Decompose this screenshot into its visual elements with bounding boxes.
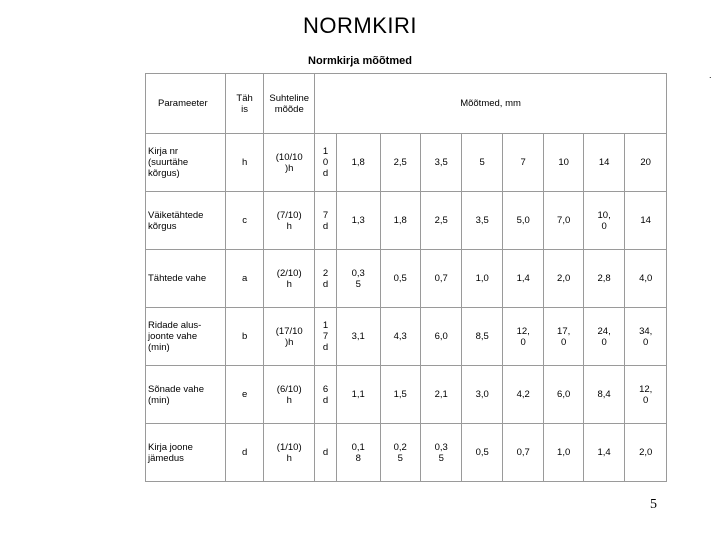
row-symbol: c — [225, 192, 263, 250]
row-relative: (6/10) h — [264, 366, 315, 424]
table-row — [146, 308, 667, 366]
row-value: 0,3 5 — [420, 424, 462, 482]
row-symbol: b — [225, 308, 263, 366]
table-row — [146, 366, 667, 424]
row-label: Väiketähtede kõrgus — [146, 192, 226, 250]
row-value: 1,0 — [462, 250, 502, 308]
row-value: 0,3 5 — [336, 250, 380, 308]
row-value: 14 — [583, 134, 625, 192]
table-row — [146, 250, 667, 308]
row-value: 1,3 — [336, 192, 380, 250]
row-value: 6,0 — [544, 366, 583, 424]
row-value: 24, 0 — [583, 308, 625, 366]
row-relative: (10/10 )h — [264, 134, 315, 192]
header-dimensions: Mõõtmed, mm — [315, 74, 667, 134]
row-value: 14 — [625, 192, 667, 250]
dimensions-table — [145, 73, 667, 482]
row-unit: 1 7 d — [315, 308, 337, 366]
table-row — [146, 134, 667, 192]
row-value: 0,1 8 — [336, 424, 380, 482]
row-value: 4,3 — [380, 308, 420, 366]
row-value: 0,2 5 — [380, 424, 420, 482]
row-value: 2,5 — [420, 192, 462, 250]
row-value: 0,7 — [502, 424, 544, 482]
row-value: 3,0 — [462, 366, 502, 424]
row-value: 5 — [462, 134, 502, 192]
row-label: Kirja nr (suurtähe kõrgus) — [146, 134, 226, 192]
row-value: 10, 0 — [583, 192, 625, 250]
row-value: 1,4 — [583, 424, 625, 482]
row-value: 2,0 — [544, 250, 583, 308]
row-value: 20 — [625, 134, 667, 192]
row-value: 0,5 — [380, 250, 420, 308]
table-title: Normkirja mõõtmed — [308, 55, 412, 67]
row-unit: 1 0 d — [315, 134, 337, 192]
row-value: 2,0 — [625, 424, 667, 482]
row-value: 2,5 — [380, 134, 420, 192]
row-value: 17, 0 — [544, 308, 583, 366]
stray-mark: . — [709, 70, 712, 80]
row-symbol: d — [225, 424, 263, 482]
row-relative: (2/10) h — [264, 250, 315, 308]
row-value: 4,2 — [502, 366, 544, 424]
row-relative: (7/10) h — [264, 192, 315, 250]
row-symbol: h — [225, 134, 263, 192]
row-value: 0,7 — [420, 250, 462, 308]
row-value: 8,4 — [583, 366, 625, 424]
row-value: 3,5 — [420, 134, 462, 192]
row-value: 4,0 — [625, 250, 667, 308]
row-value: 34, 0 — [625, 308, 667, 366]
row-value: 2,1 — [420, 366, 462, 424]
row-value: 6,0 — [420, 308, 462, 366]
header-relative: Suhteline mõõde — [264, 74, 315, 134]
row-label: Ridade alus- joonte vahe (min) — [146, 308, 226, 366]
row-unit: d — [315, 424, 337, 482]
row-relative: (17/10 )h — [264, 308, 315, 366]
row-relative: (1/10) h — [264, 424, 315, 482]
slide-title: NORMKIRI — [303, 13, 417, 38]
row-unit: 6 d — [315, 366, 337, 424]
page-number: 5 — [650, 497, 657, 512]
row-label: Tähtede vahe — [146, 250, 226, 308]
row-value: 1,5 — [380, 366, 420, 424]
row-unit: 2 d — [315, 250, 337, 308]
row-symbol: a — [225, 250, 263, 308]
row-value: 12, 0 — [502, 308, 544, 366]
header-symbol: Täh is — [225, 74, 263, 134]
row-value: 3,1 — [336, 308, 380, 366]
row-value: 1,8 — [336, 134, 380, 192]
row-value: 0,5 — [462, 424, 502, 482]
row-value: 2,8 — [583, 250, 625, 308]
table-row — [146, 192, 667, 250]
table-header-row — [146, 74, 667, 134]
row-value: 12, 0 — [625, 366, 667, 424]
row-value: 7,0 — [544, 192, 583, 250]
row-label: Sõnade vahe (min) — [146, 366, 226, 424]
row-value: 1,1 — [336, 366, 380, 424]
row-value: 3,5 — [462, 192, 502, 250]
table-row — [146, 424, 667, 482]
row-value: 10 — [544, 134, 583, 192]
row-symbol: e — [225, 366, 263, 424]
row-value: 1,4 — [502, 250, 544, 308]
row-value: 8,5 — [462, 308, 502, 366]
row-value: 5,0 — [502, 192, 544, 250]
header-parameter: Parameeter — [146, 74, 226, 134]
row-value: 1,8 — [380, 192, 420, 250]
row-value: 1,0 — [544, 424, 583, 482]
row-unit: 7 d — [315, 192, 337, 250]
row-label: Kirja joone jämedus — [146, 424, 226, 482]
row-value: 7 — [502, 134, 544, 192]
